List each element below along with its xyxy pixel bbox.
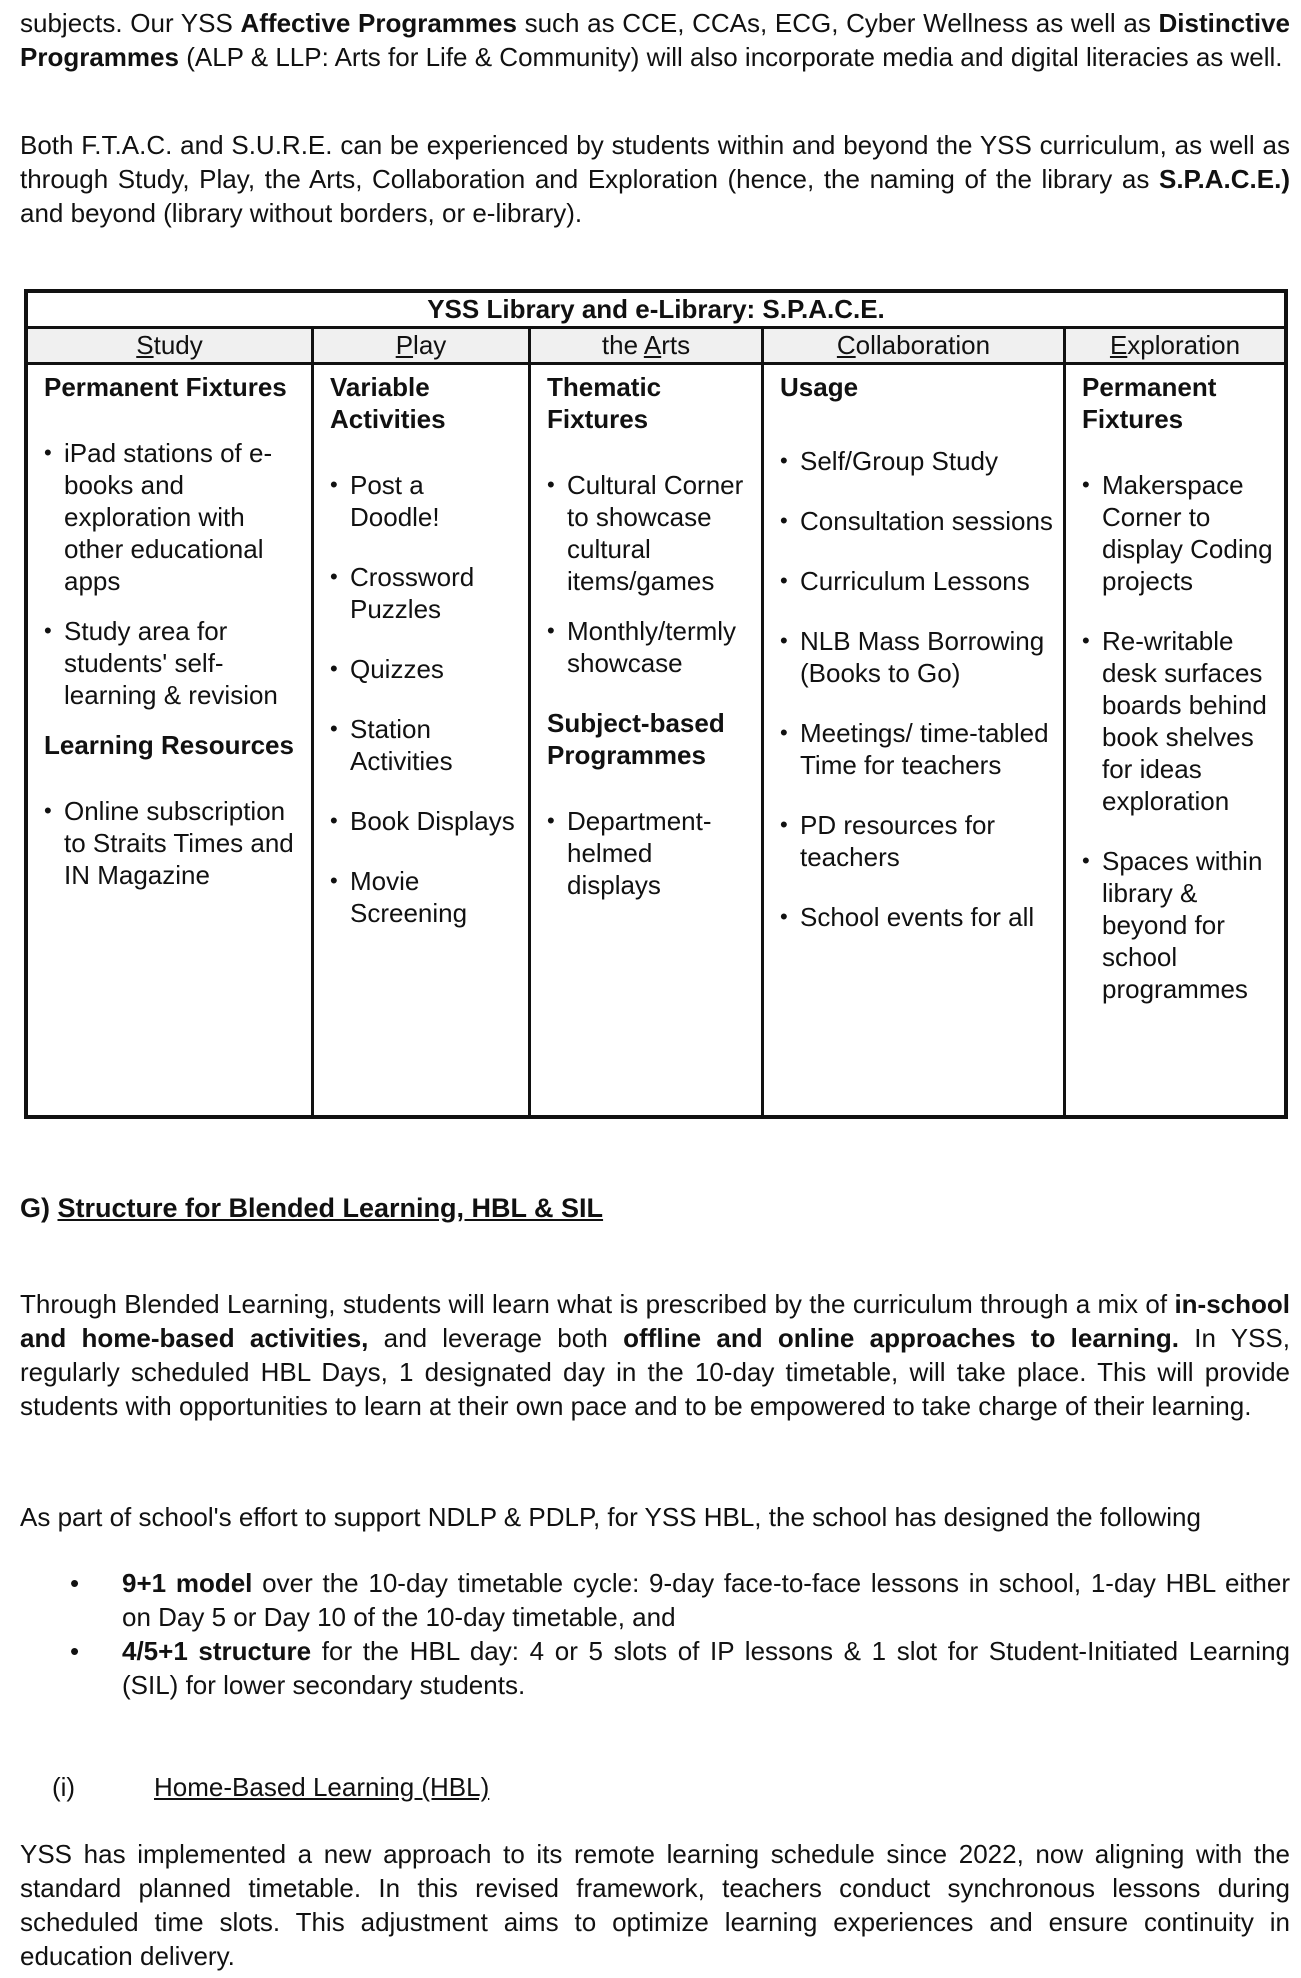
header-prefix: the — [601, 330, 644, 360]
list-item: • Cultural Corner to showcase cultural items/games — [547, 469, 751, 597]
blended-paragraph-2: As part of school's effort to support NDLP & PDLP, for YSS HBL, the school has designed the following — [20, 1502, 1201, 1532]
cell-heading: Permanent Fixtures — [1082, 372, 1217, 434]
text-run: (ALP & LLP: Arts for Life & Community) will also incorporate media and digital literacies as well. — [178, 42, 1283, 72]
list-item: • Movie Screening — [330, 865, 518, 929]
list-item — [70, 1634, 1290, 1702]
bold-run: 9+1 model — [122, 1568, 253, 1598]
item-list — [547, 805, 751, 901]
bold-run: S.P.A.C.E.) — [1158, 164, 1290, 194]
list-item: • Department-helmed displays — [547, 805, 751, 901]
header-initial: E — [1109, 330, 1128, 360]
column-header-collaboration — [764, 329, 1066, 362]
table-title: YSS Library and e-Library: S.P.A.C.E. — [28, 293, 1284, 329]
list-item: • Online subscription to Straits Times and IN Magazine — [44, 795, 301, 891]
library-space-table — [24, 289, 1288, 1119]
item-list — [44, 795, 301, 891]
list-item: • Spaces within library & beyond for school programmes — [1082, 845, 1274, 1005]
intro-paragraph-1 — [20, 6, 1290, 74]
item-list — [44, 437, 301, 711]
list-item — [70, 1566, 1290, 1634]
text-run: for the HBL day: 4 or 5 slots of IP lessons & 1 slot for Student-Initiated Learning (SIL) for lower secondary students. — [122, 1636, 1290, 1700]
list-item: • Station Activities — [330, 713, 518, 777]
column-arts — [531, 365, 764, 1117]
hbl-paragraph: YSS has implemented a new approach to its remote learning schedule since 2022, now aligning with the standard planned timetable. In this revised framework, teachers conduct synchronous lessons during scheduled time slots. This adjustment aims to optimize learning experiences and ensure continuity in education delivery. — [20, 1839, 1290, 1971]
bold-run: Distinctive Programmes — [20, 8, 1290, 72]
list-item: • NLB Mass Borrowing (Books to Go) — [780, 625, 1053, 689]
subsection-title: Home-Based Learning (HBL) — [154, 1772, 490, 1802]
column-study — [28, 365, 314, 1117]
bold-run: 4/5+1 structure — [122, 1636, 312, 1666]
cell-heading: Usage — [780, 372, 859, 402]
section-title: Structure for Blended Learning, HBL & SIL — [57, 1193, 604, 1223]
text-run: subjects. Our YSS — [20, 8, 241, 38]
blended-paragraph-1 — [20, 1287, 1290, 1423]
list-item: • School events for all — [780, 901, 1053, 933]
list-item: • Post a Doodle! — [330, 469, 518, 533]
item-list — [330, 469, 518, 929]
text-run: Both F.T.A.C. and S.U.R.E. can be experienced by students within and beyond the YSS curriculum, as well as through Study, Play, the Arts, Collaboration and Exploration (hence, the naming of the library as — [20, 130, 1290, 194]
text-run: and leverage both — [368, 1323, 624, 1353]
list-item: • Book Displays — [330, 805, 518, 837]
list-item: • PD resources for teachers — [780, 809, 1053, 873]
text-run: In YSS, regularly scheduled HBL Days, 1 designated day in the 10-day timetable, will take place. This will provide students with opportunities to learn at their own pace and to be empowered to take charge of their learning. — [20, 1323, 1290, 1421]
cell-heading: Thematic Fixtures — [547, 372, 662, 434]
hbl-model-list — [70, 1566, 1290, 1702]
column-header-exploration — [1066, 329, 1284, 362]
header-initial: A — [643, 330, 662, 360]
bold-run: offline and online approaches to learning. — [623, 1323, 1179, 1353]
cell-heading: Variable Activities — [330, 372, 446, 434]
text-run: Through Blended Learning, students will learn what is prescribed by the curriculum through a mix of — [20, 1289, 1175, 1319]
section-heading-g — [20, 1191, 603, 1225]
list-item: • Monthly/termly showcase — [547, 615, 751, 679]
column-header-play — [314, 329, 531, 362]
item-list — [547, 469, 751, 679]
table-body-row — [28, 365, 1284, 1117]
header-initial: P — [395, 330, 414, 360]
intro-paragraph-2 — [20, 128, 1290, 230]
list-item: • Makerspace Corner to display Coding projects — [1082, 469, 1274, 597]
header-initial: S — [136, 330, 154, 360]
column-header-study — [28, 329, 314, 362]
cell-heading: Permanent Fixtures — [44, 372, 287, 402]
list-item: • Consultation sessions — [780, 505, 1053, 537]
item-list — [1082, 469, 1274, 1005]
list-item: • Re-writable desk surfaces boards behind book shelves for ideas exploration — [1082, 625, 1274, 817]
section-prefix: G) — [20, 1193, 58, 1223]
column-collaboration — [764, 365, 1066, 1117]
header-rest: tudy — [153, 330, 203, 360]
cell-heading: Learning Resources — [44, 730, 294, 760]
item-list — [780, 445, 1053, 933]
header-initial: C — [836, 330, 856, 360]
list-item: • Meetings/ time-tabled Time for teachers — [780, 717, 1053, 781]
list-item: • Curriculum Lessons — [780, 565, 1053, 597]
header-rest: ollaboration — [855, 330, 991, 360]
column-play — [314, 365, 531, 1117]
list-item: • Quizzes — [330, 653, 518, 685]
subsection-number: (i) — [52, 1772, 76, 1802]
bold-run: Affective Programmes — [240, 8, 517, 38]
bold-run: in-school and home-based activities, — [20, 1289, 1290, 1353]
list-item: • Crossword Puzzles — [330, 561, 518, 625]
header-rest: lay — [413, 330, 447, 360]
text-run: over the 10-day timetable cycle: 9-day face-to-face lessons in school, 1-day HBL either on Day 5 or Day 10 of the 10-day timetable, and — [122, 1568, 1290, 1632]
column-header-arts — [531, 329, 764, 362]
subsection-heading-hbl — [52, 1770, 489, 1804]
column-exploration — [1066, 365, 1284, 1117]
list-item: • iPad stations of e-books and exploration with other educational apps — [44, 437, 301, 597]
header-rest: xploration — [1127, 330, 1241, 360]
text-run: such as CCE, CCAs, ECG, Cyber Wellness as well as — [516, 8, 1159, 38]
cell-heading: Subject-based Programmes — [547, 708, 725, 770]
header-rest: rts — [661, 330, 691, 360]
text-run: and beyond (library without borders, or e-library). — [20, 198, 583, 228]
list-item: • Study area for students' self-learning & revision — [44, 615, 301, 711]
table-header-row — [28, 329, 1284, 365]
list-item: • Self/Group Study — [780, 445, 1053, 477]
